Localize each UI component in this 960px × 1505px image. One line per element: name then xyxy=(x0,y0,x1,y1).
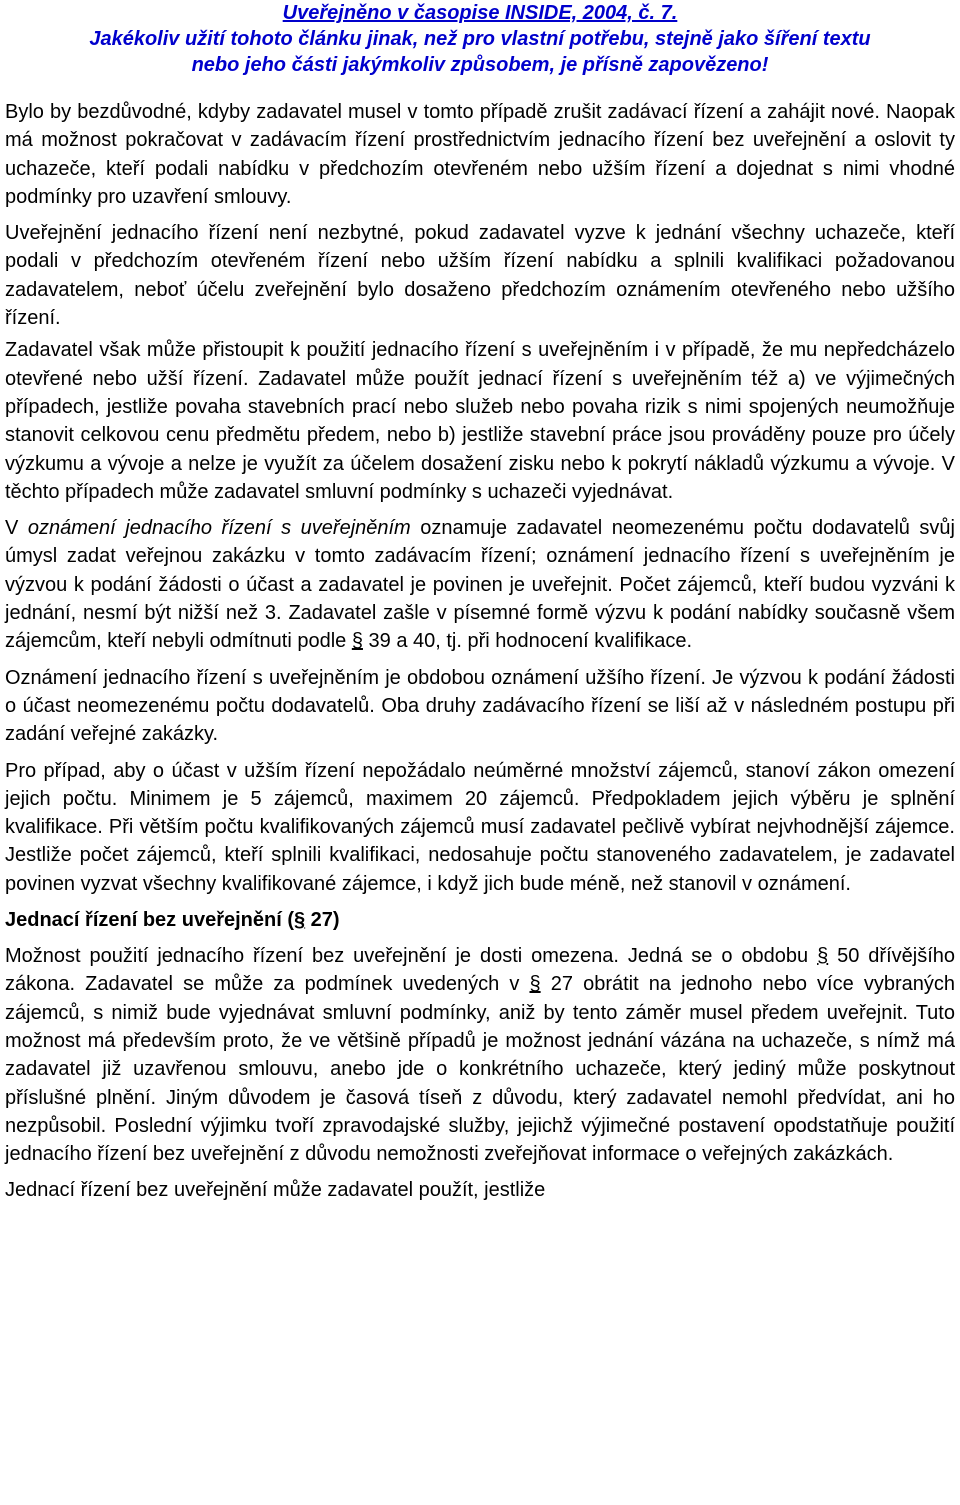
document-page xyxy=(5,0,955,1213)
paragraph-1 xyxy=(5,84,955,211)
paragraph-6: Pro případ, aby o účast v užším řízení nepožádalo neúměrné množství zájemců, stanoví zákon omezení jejich počtu. Minimem je 5 zájemců, maximem 20 zájemců. Předpokladem jejich výběru je splnění kvalifikace. Při větším počtu kvalifikovaných zájemců musí zadavatel pečlivě vybírat nejvhodnější zájemce. Jestliže počet zájemců, kteří splnili kvalifikaci, nedosahuje počtu stanoveného zadavatelem, je zadavatel povinen vyzvat všechny kvalifikované zájemce, i když jich bude méně, než stanovil v oznámení. xyxy=(5,759,955,895)
paragraph-5: Oznámení jednacího řízení s uveřejněním je obdobou oznámení užšího řízení. Je výzvou k podání žádosti o účast neomezenému počtu dodavatelů. Oba druhy zadávacího řízení se liší až v následném postupu při zadání veřejné zakázky. xyxy=(5,666,955,746)
paragraph-8: Jednací řízení bez uveřejnění může zadavatel použít, jestliže xyxy=(5,1179,546,1202)
publication-notice xyxy=(5,0,955,78)
section-sign: § xyxy=(529,973,541,996)
paragraph-7-middle: 50 dřívějšího zákona. Zadavatel se může za podmínek uvedených v xyxy=(5,945,955,996)
paragraph-7 xyxy=(5,942,955,1168)
section-heading-end: 27) xyxy=(305,909,340,932)
paragraph-3: Zadavatel však může přistoupit k použití jednacího řízení s uveřejněním i v případě, že mu nepředcházelo otevřené nebo užší řízení. Zadavatel může použít jednací řízení s uveřejněním též a) ve výjimečných případech, jestliže povaha stavebních prací nebo služeb nebo povaha rizik s nimi spojených neumožňuje stanovit celkovou cenu předmětu předem, nebo b) jestliže stavební práce jsou prováděny pouze pro účely výzkumu a vývoje a nelze je využít za účelem dosažení zisku nebo k pokrytí nákladů výzkumu a vývoje. V těchto případech může zadavatel smluvní podmínky s uchazeči vyjednávat. xyxy=(5,339,955,503)
paragraph-7-start: Možnost použití jednacího řízení bez uveřejnění je dosti omezena. Jedná se o obdobu xyxy=(5,945,818,968)
paragraph-4-italic-term: oznámení jednacího řízení s uveřejněním xyxy=(27,517,411,540)
copyright-line-1: Jakékoliv užití tohoto článku jinak, než pro vlastní potřebu, stejně jako šíření textu xyxy=(89,28,871,50)
section-sign: § xyxy=(351,630,363,653)
paragraph-2: Uveřejnění jednacího řízení není nezbytné, pokud zadavatel vyzve k jednání všechny uchazeče, kteří podali v předchozím otevřeném řízení nebo užším řízení nabídku a splnili kvalifikaci požadovanou zadavatelem, neboť účelu zveřejnění bylo dosaženo předchozím oznámením otevřeného nebo užšího řízení. xyxy=(5,222,955,330)
paragraph-1-text: Bylo by bezdůvodné, kdyby zadavatel musel v tomto případě zrušit zadávací řízení a zahájit nové. Naopak má možnost pokračovat v zadávacím řízení prostřednictvím jednacího řízení bez uveřejnění a oslovit ty uchazeče, kteří podali nabídku v předchozím otevřeném nebo užším řízení a dojednat s nimi vhodné podmínky pro uzavření smlouvy. xyxy=(5,101,955,208)
article-body xyxy=(5,84,955,1205)
section-sign: § xyxy=(817,945,829,968)
paragraph-4-end: 39 a 40, tj. při hodnocení kvalifikace. xyxy=(362,630,693,653)
paragraph-7-end: 27 obrátit na jednoho nebo více vybraných zájemců, s nimiž bude vyjednávat smluvní podmínky, aniž by tento záměr musel předem uveřejnit. Tuto možnost má především proto, že ve většině případů je možnost jednání vázána na uchazeče, s nímž má zadavatel již uzavřenou smlouvu, anebo jde o konkrétního uchazeče, který jediný může poskytnout příslušné plnění. Jiným důvodem je časová tíseň z důvodu, který zadavatel nemohl předvídat, ani ho nezpůsobil. Poslední výjimku tvoří zpravodajské služby, jejichž výjimečné postavení opodstatňuje použití jednacího řízení bez uveřejnění z důvodu nemožnosti zveřejňovat informace o veřejných zakázkách. xyxy=(5,973,955,1166)
publication-line: Uveřejněno v časopise INSIDE, 2004, č. 7. xyxy=(282,2,678,24)
section-heading-start: Jednací řízení bez uveřejnění ( xyxy=(5,909,294,932)
section-sign: § xyxy=(293,909,306,932)
paragraph-4-start: V xyxy=(5,517,28,540)
paragraph-4-middle: oznamuje zadavatel neomezenému počtu dodavatelů svůj úmysl zadat veřejnou zakázku v tomto zadávacím řízení; oznámení jednacího řízení s uveřejněním je výzvou k podání žádosti o účast a zadavatel je povinen je uveřejnit. Počet zájemců, kteří budou vyzváni k jednání, nesmí být nižší než 3. Zadavatel zašle v písemné formě výzvu k podání nabídky současně všem zájemcům, kteří nebyli odmítnuti podle xyxy=(5,517,955,653)
paragraph-4 xyxy=(5,514,955,655)
copyright-line-2: nebo jeho části jakýmkoliv způsobem, je přísně zapovězeno! xyxy=(191,54,769,76)
section-heading xyxy=(5,906,955,934)
